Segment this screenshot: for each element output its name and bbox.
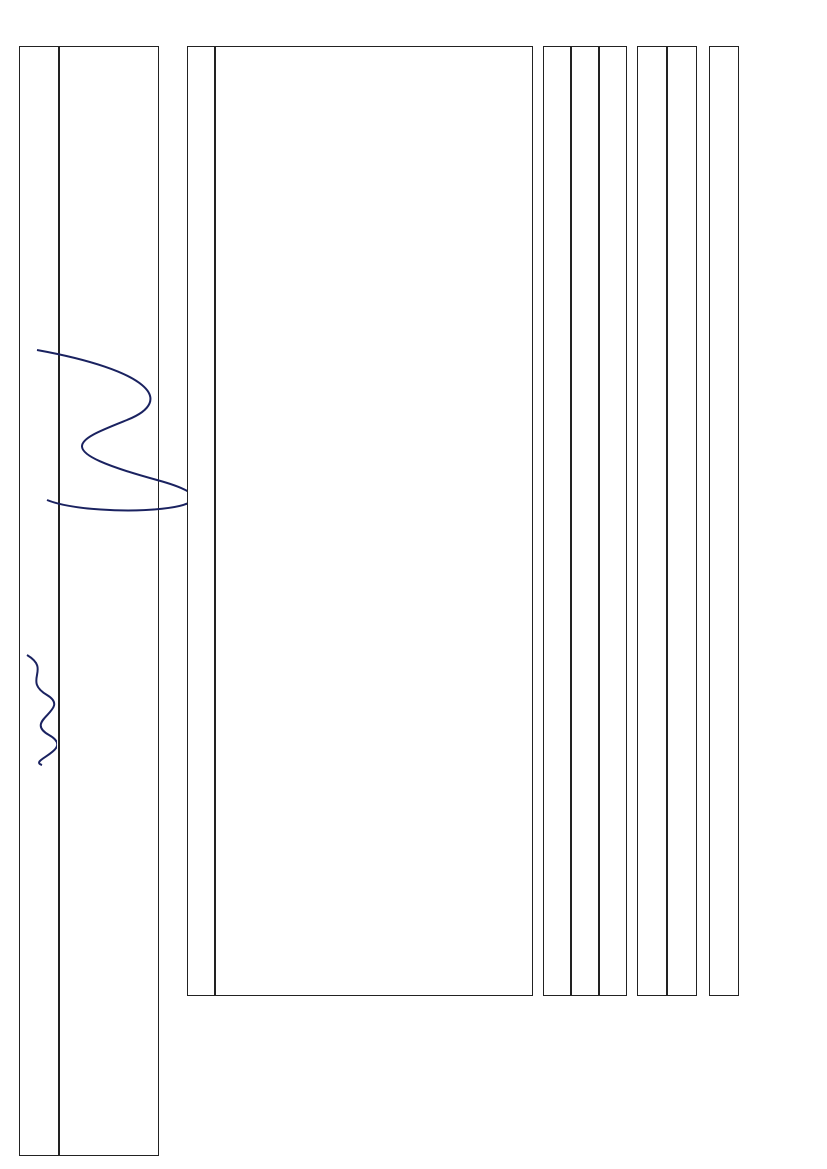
- beneficiary-row-1: [667, 46, 697, 996]
- beneficiary-signature-scribble: [17, 650, 57, 770]
- procedures-table: [215, 46, 533, 996]
- contractor-row-2: [571, 46, 599, 996]
- observation-box: [59, 46, 159, 1156]
- dentist-signature-scribble: [27, 330, 187, 530]
- guide-header-row: [709, 46, 739, 996]
- totals-row: [187, 46, 215, 996]
- signature-row: [19, 46, 59, 1156]
- contractor-row-1: [599, 46, 627, 996]
- beneficiary-row-2: [637, 46, 667, 996]
- contractor-row-3: [543, 46, 571, 996]
